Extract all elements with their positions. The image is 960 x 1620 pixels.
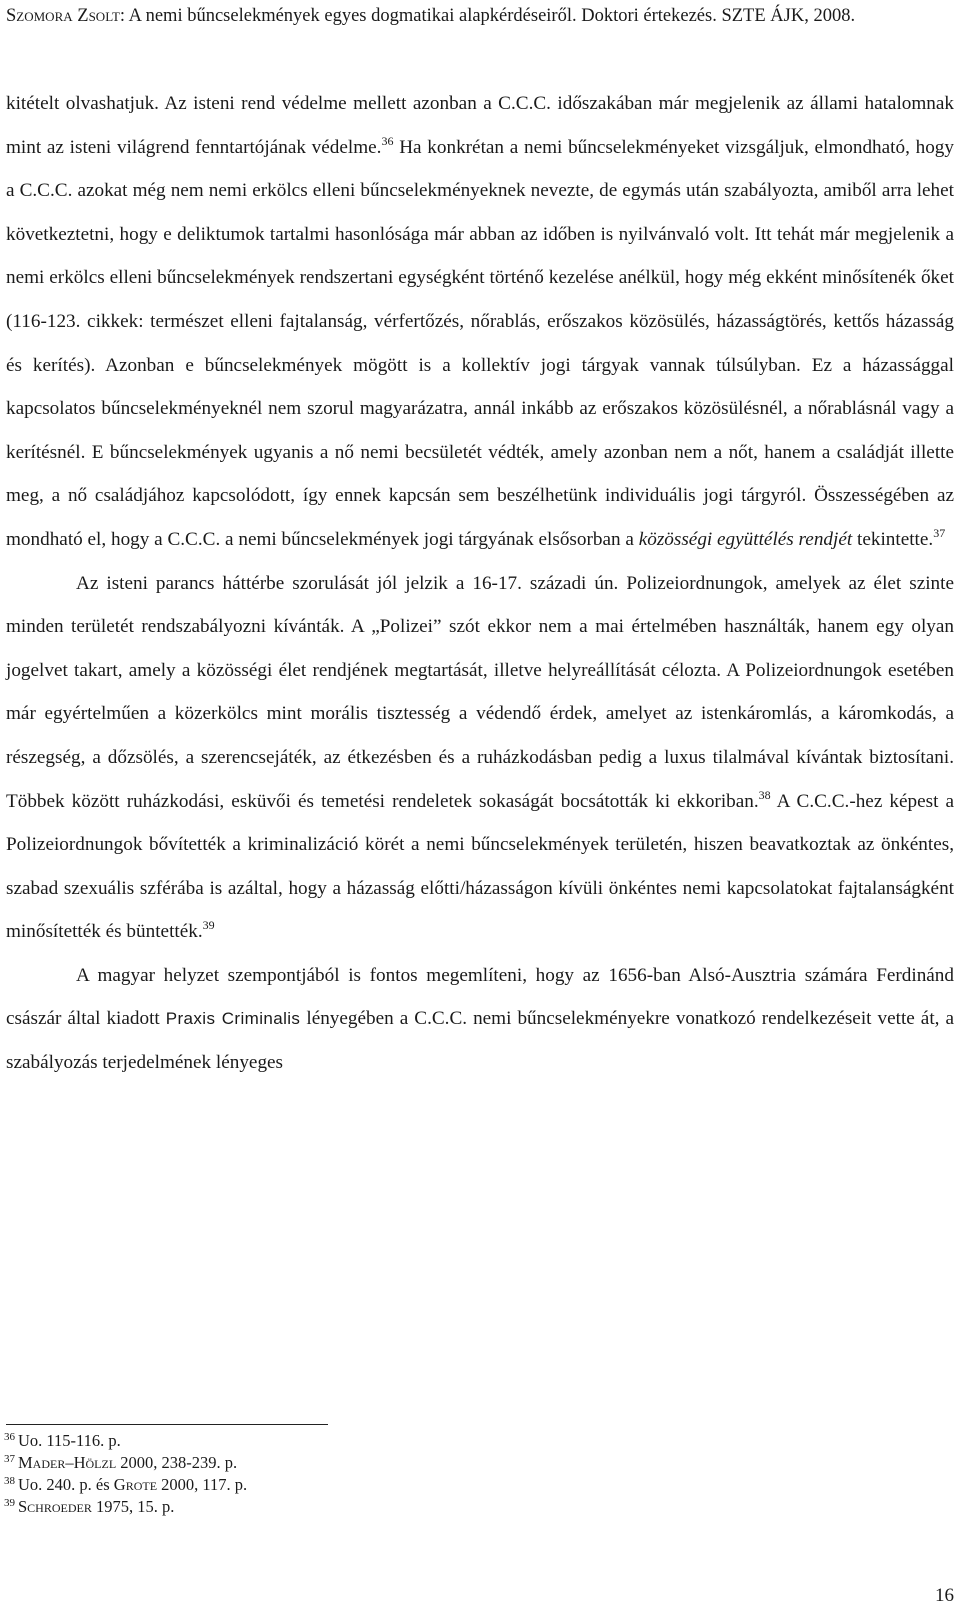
work-title: Praxis Criminalis <box>165 1009 301 1029</box>
footnote-ref-37[interactable]: 37 <box>933 525 946 540</box>
running-header <box>6 2 946 30</box>
paragraph-2: Az isteni parancs háttérbe szorulását jól jelzik a 16-17. századi ún. Polizeiordnungok, amelyek az élet szinte minden területét rendszabályozni kívánták. A „Polizei” szót ekkor nem a mai értelmében használták, hanem egy olyan jogelvet takart, amely a közösségi élet rendjének megtartását, illetve helyreállítását célozta. A Polizeiordnungok esetében már egyértelműen a közerkölcs mint morális tisztesség a védendő érdek, amelyet az istenkáromlás, a káromkodás, a részegség, a dőzsölés, a szerencsejáték, az étkezésben és a ruházkodásban pedig a luxus tilalmával kívántak biztosítani. Többek között ruházkodási, esküvői és temetési rendeletek sokaságát bocsátották ki ekkoriban.$^{38}$ A C.C.C.-hez képest a Polizeiordnungok bővítették a kriminalizáció körét a nemi bűncselekmények területén, hiszen beavatkoztak az önkéntes, szabad szexuális szférába is azáltal, hogy a házasság előtti/házasságon kívüli önkéntes nemi kapcsolatokat fajtalanságként minősítették és büntették.$^{39}$ <box>6 572 955 943</box>
paragraph-1: kitételt olvashatjuk. Az isteni rend védelme mellett azonban a C.C.C. időszakában már megjelenik az állami hatalomnak mint az isteni világrend fenntartójának védelme.$^{36}$ Ha konkrétan a nemi bűncselekményeket vizsgáljuk, elmondható, hogy a C.C.C. azokat még nem nemi erkölcs elleni bűncselekményeknek nevezte, de egymás után szabályozta, amiből arra lehet következtetni, hogy e deliktumok tartalmi hasonlósága már abban az időben is nyilvánvaló volt. Itt tehát már megjelenik a nemi erkölcs elleni bűncselekmények rendszertani egységként történő kezelése anélkül, hogy még ekként minősítenék őket (116-123. cikkek: természet elleni fajtalanság, vérfertőzés, nőrablás, erőszakos közösülés, házasságtörés, kettős házasság és kerítés). Azonban e bűncselekmények mögött is a kollektív jogi tárgyak vannak túlsúlyban. Ez a házassággal kapcsolatos bűncselekményeknél nem szorul magyarázatra, annál inkább az erőszakos közösülésnél, a nőrablásnál vagy a kerítésnél. E bűncselekmények ugyanis a nő nemi becsületét védték, amely azonban nem a nőt, hanem a családját illette meg, a nő családjához kapcsolódott, így ennek kapcsán sem beszélhetünk individuális jogi tárgyról. Összességében az mondható el, hogy a C.C.C. a nemi bűncselekmények jogi tárgyának elsősorban a közösségi együttélés rendjét tekintette.$^{37}$ <box>6 93 954 550</box>
footnote-39: $^{39}$ Schroeder 1975, 15. p. <box>4 1497 175 1516</box>
footnote-37: $^{37}$ Mader–Hölzl 2000, 238-239. p. <box>4 1453 238 1472</box>
author-name: Szomora Zsolt <box>6 6 120 26</box>
paragraph-3: A magyar helyzet szempontjából is fontos megemlíteni, hogy az 1656-ban Alsó-Ausztria számára Ferdinánd császár által kiadott Praxis Criminalis lényegében a C.C.C. nemi bűncselekményekre vonatkozó rendelkezéseit vette át, a szabályozás terjedelmének lényeges <box>6 964 954 1074</box>
footnote-ref-38[interactable]: 38 <box>758 787 771 802</box>
footnotes <box>4 1430 944 1518</box>
footnote-ref-36[interactable]: 36 <box>381 133 394 148</box>
footnote-38: $^{38}$ Uo. 240. p. és Grote 2000, 117. p. <box>4 1475 248 1494</box>
page-number: 16 <box>935 1585 954 1606</box>
emphasis-text: közösségi együttélés rendjét <box>638 528 853 550</box>
footnote-36: $^{36}$ Uo. 115-116. p. <box>4 1431 121 1450</box>
footnote-ref-39[interactable]: 39 <box>202 918 215 933</box>
header-title: : A nemi bűncselekmények egyes dogmatikai alapkérdéseiről. Doktori értekezés. SZTE ÁJK, 2008. <box>119 6 856 26</box>
footnote-separator <box>6 1424 328 1425</box>
body-text <box>6 82 954 1085</box>
